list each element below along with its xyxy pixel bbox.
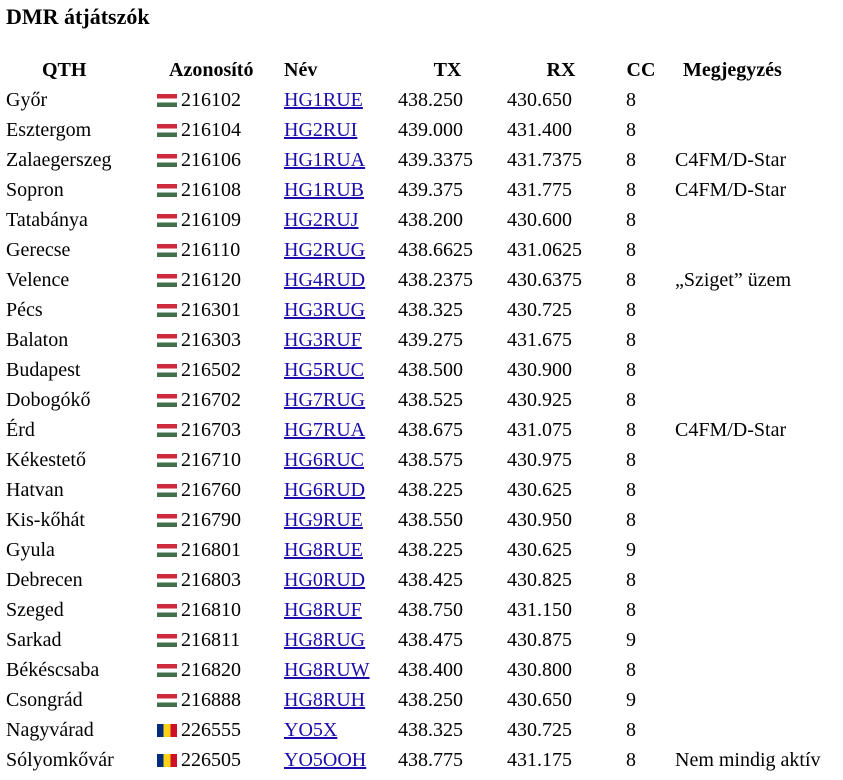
callsign-link[interactable]: HG8RUE bbox=[284, 539, 363, 561]
cell-id-value: 216810 bbox=[181, 599, 241, 621]
cell-name bbox=[280, 475, 390, 505]
cell-cc: 8 bbox=[626, 89, 636, 111]
cell-note bbox=[665, 505, 843, 535]
hungary-flag-icon bbox=[157, 394, 177, 407]
cell-rx: 431.175 bbox=[507, 749, 572, 771]
cell-name bbox=[280, 145, 390, 175]
cell-cc: 8 bbox=[626, 299, 636, 321]
cell-qth: Gerecse bbox=[6, 239, 71, 261]
table-row bbox=[0, 235, 843, 265]
cell-name bbox=[280, 415, 390, 445]
cell-qth: Esztergom bbox=[6, 119, 92, 141]
header-id: Azonosító bbox=[169, 58, 254, 81]
cell-note bbox=[665, 295, 843, 325]
cell-rx: 430.800 bbox=[507, 659, 572, 681]
table-row bbox=[0, 595, 843, 625]
hungary-flag-icon bbox=[157, 574, 177, 587]
cell-note bbox=[665, 85, 843, 115]
callsign-link[interactable]: HG6RUD bbox=[284, 479, 366, 501]
cell-rx: 431.400 bbox=[507, 119, 572, 141]
hungary-flag-icon bbox=[157, 514, 177, 527]
table-row bbox=[0, 475, 843, 505]
cell-id-value: 216104 bbox=[181, 119, 241, 141]
cell-rx: 430.650 bbox=[507, 89, 572, 111]
cell-id-value: 216888 bbox=[181, 689, 241, 711]
cell-rx: 430.725 bbox=[507, 299, 572, 321]
cell-tx: 438.400 bbox=[398, 659, 463, 681]
cell-note bbox=[665, 655, 843, 685]
cell-rx: 430.950 bbox=[507, 509, 572, 531]
cell-id-value: 216301 bbox=[181, 299, 241, 321]
cell-qth: Velence bbox=[6, 269, 70, 291]
cell-id bbox=[155, 655, 280, 685]
table-row bbox=[0, 175, 843, 205]
callsign-link[interactable]: HG4RUD bbox=[284, 269, 366, 291]
callsign-link[interactable]: HG6RUC bbox=[284, 449, 365, 471]
cell-id-value: 216790 bbox=[181, 509, 241, 531]
callsign-link[interactable]: HG8RUW bbox=[284, 659, 370, 681]
cell-name bbox=[280, 715, 390, 745]
cell-id bbox=[155, 535, 280, 565]
romania-flag-icon bbox=[157, 754, 177, 767]
cell-tx: 438.250 bbox=[398, 89, 463, 111]
cell-id bbox=[155, 715, 280, 745]
cell-name bbox=[280, 565, 390, 595]
cell-cc: 9 bbox=[626, 539, 636, 561]
cell-id bbox=[155, 295, 280, 325]
cell-name bbox=[280, 505, 390, 535]
hungary-flag-icon bbox=[157, 634, 177, 647]
cell-cc: 8 bbox=[626, 719, 636, 741]
header-rx: RX bbox=[546, 58, 576, 81]
callsign-link[interactable]: HG2RUI bbox=[284, 119, 358, 141]
header-qth: QTH bbox=[42, 58, 87, 81]
cell-tx: 438.325 bbox=[398, 719, 463, 741]
cell-note bbox=[665, 115, 843, 145]
callsign-link[interactable]: YO5X bbox=[284, 719, 338, 741]
cell-qth: Debrecen bbox=[6, 569, 83, 591]
romania-flag-icon bbox=[157, 724, 177, 737]
cell-rx: 430.900 bbox=[507, 359, 572, 381]
cell-rx: 431.7375 bbox=[507, 149, 582, 171]
cell-id bbox=[155, 325, 280, 355]
cell-name bbox=[280, 355, 390, 385]
cell-id-value: 216106 bbox=[181, 149, 241, 171]
callsign-link[interactable]: HG2RUG bbox=[284, 239, 366, 261]
hungary-flag-icon bbox=[157, 334, 177, 347]
cell-qth: Gyula bbox=[6, 539, 55, 561]
cell-name bbox=[280, 685, 390, 715]
cell-tx: 439.275 bbox=[398, 329, 463, 351]
cell-tx: 438.575 bbox=[398, 449, 463, 471]
cell-qth: Pécs bbox=[6, 299, 43, 321]
table-row bbox=[0, 295, 843, 325]
cell-note: C4FM/D-Star bbox=[675, 419, 787, 441]
table-row bbox=[0, 265, 843, 295]
callsign-link[interactable]: HG7RUG bbox=[284, 389, 366, 411]
table-row bbox=[0, 565, 843, 595]
cell-tx: 438.6625 bbox=[398, 239, 473, 261]
cell-id-value: 216110 bbox=[181, 239, 241, 261]
header-cc: CC bbox=[626, 58, 656, 81]
cell-rx: 431.0625 bbox=[507, 239, 582, 261]
cell-id bbox=[155, 415, 280, 445]
table-row bbox=[0, 385, 843, 415]
cell-rx: 430.625 bbox=[507, 479, 572, 501]
cell-id bbox=[155, 385, 280, 415]
table-row bbox=[0, 685, 843, 715]
cell-name bbox=[280, 175, 390, 205]
cell-qth: Nagyvárad bbox=[6, 719, 94, 741]
cell-id-value: 216120 bbox=[181, 269, 241, 291]
cell-note: Nem mindig aktív bbox=[675, 749, 821, 771]
cell-tx: 438.500 bbox=[398, 359, 463, 381]
cell-rx: 430.925 bbox=[507, 389, 572, 411]
callsign-link[interactable]: HG1RUA bbox=[284, 149, 366, 171]
cell-qth: Szeged bbox=[6, 599, 64, 621]
cell-id bbox=[155, 145, 280, 175]
cell-id-value: 216703 bbox=[181, 419, 241, 441]
cell-name bbox=[280, 445, 390, 475]
cell-id-value: 216760 bbox=[181, 479, 241, 501]
table-row bbox=[0, 205, 843, 235]
table-row bbox=[0, 445, 843, 475]
callsign-link[interactable]: YO5OOH bbox=[284, 749, 367, 771]
cell-id-value: 216811 bbox=[181, 629, 241, 651]
cell-qth: Sopron bbox=[6, 179, 64, 201]
callsign-link[interactable]: HG8RUH bbox=[284, 689, 366, 711]
cell-name bbox=[280, 625, 390, 655]
cell-cc: 8 bbox=[626, 479, 636, 501]
cell-note: „Sziget” üzem bbox=[675, 269, 792, 291]
callsign-link[interactable]: HG3RUF bbox=[284, 329, 362, 351]
cell-cc: 8 bbox=[626, 509, 636, 531]
callsign-link[interactable]: HG9RUE bbox=[284, 509, 363, 531]
cell-rx: 431.150 bbox=[507, 599, 572, 621]
cell-rx: 430.650 bbox=[507, 689, 572, 711]
cell-cc: 8 bbox=[626, 209, 636, 231]
hungary-flag-icon bbox=[157, 304, 177, 317]
cell-cc: 8 bbox=[626, 149, 636, 171]
callsign-link[interactable]: HG8RUF bbox=[284, 599, 362, 621]
cell-tx: 438.750 bbox=[398, 599, 463, 621]
cell-note bbox=[665, 445, 843, 475]
cell-tx: 438.200 bbox=[398, 209, 463, 231]
cell-id bbox=[155, 745, 280, 775]
cell-id bbox=[155, 445, 280, 475]
hungary-flag-icon bbox=[157, 484, 177, 497]
cell-tx: 438.2375 bbox=[398, 269, 473, 291]
cell-note bbox=[665, 535, 843, 565]
cell-cc: 8 bbox=[626, 599, 636, 621]
cell-tx: 438.225 bbox=[398, 479, 463, 501]
cell-name bbox=[280, 235, 390, 265]
cell-rx: 430.600 bbox=[507, 209, 572, 231]
table-row bbox=[0, 145, 843, 175]
cell-rx: 430.625 bbox=[507, 539, 572, 561]
cell-tx: 439.375 bbox=[398, 179, 463, 201]
cell-note bbox=[665, 685, 843, 715]
header-tx: TX bbox=[433, 58, 462, 81]
cell-id-value: 216702 bbox=[181, 389, 241, 411]
hungary-flag-icon bbox=[157, 184, 177, 197]
cell-name bbox=[280, 265, 390, 295]
cell-rx: 430.975 bbox=[507, 449, 572, 471]
cell-cc: 9 bbox=[626, 689, 636, 711]
table-row bbox=[0, 625, 843, 655]
page-title: DMR átjátszók bbox=[6, 4, 150, 29]
cell-tx: 438.250 bbox=[398, 689, 463, 711]
header-name: Név bbox=[284, 58, 318, 81]
cell-id-value: 216108 bbox=[181, 179, 241, 201]
cell-cc: 8 bbox=[626, 419, 636, 441]
callsign-link[interactable]: HG0RUD bbox=[284, 569, 366, 591]
callsign-link[interactable]: HG2RUJ bbox=[284, 209, 359, 231]
cell-id-value: 216303 bbox=[181, 329, 241, 351]
cell-tx: 438.775 bbox=[398, 749, 463, 771]
cell-id-value: 226555 bbox=[181, 719, 241, 741]
cell-qth: Kékestető bbox=[6, 449, 86, 471]
cell-id bbox=[155, 175, 280, 205]
cell-qth: Békéscsaba bbox=[6, 659, 100, 681]
cell-tx: 438.225 bbox=[398, 539, 463, 561]
hungary-flag-icon bbox=[157, 154, 177, 167]
cell-qth: Csongrád bbox=[6, 689, 83, 711]
cell-note bbox=[665, 715, 843, 745]
cell-id bbox=[155, 205, 280, 235]
cell-id bbox=[155, 265, 280, 295]
cell-name bbox=[280, 655, 390, 685]
header-row bbox=[0, 55, 843, 85]
cell-name bbox=[280, 325, 390, 355]
cell-tx: 438.525 bbox=[398, 389, 463, 411]
cell-qth: Zalaegerszeg bbox=[6, 149, 112, 171]
cell-rx: 430.6375 bbox=[507, 269, 582, 291]
cell-qth: Budapest bbox=[6, 359, 81, 381]
cell-cc: 8 bbox=[626, 329, 636, 351]
cell-tx: 439.3375 bbox=[398, 149, 473, 171]
cell-id-value: 226505 bbox=[181, 749, 241, 771]
hungary-flag-icon bbox=[157, 94, 177, 107]
table-row bbox=[0, 745, 843, 775]
cell-tx: 438.475 bbox=[398, 629, 463, 651]
cell-cc: 8 bbox=[626, 569, 636, 591]
cell-id bbox=[155, 565, 280, 595]
cell-rx: 430.875 bbox=[507, 629, 572, 651]
callsign-link[interactable]: HG3RUG bbox=[284, 299, 366, 321]
cell-note bbox=[665, 205, 843, 235]
cell-name bbox=[280, 535, 390, 565]
cell-qth: Győr bbox=[6, 89, 48, 111]
cell-note bbox=[665, 325, 843, 355]
cell-id bbox=[155, 625, 280, 655]
cell-id-value: 216801 bbox=[181, 539, 241, 561]
cell-tx: 438.550 bbox=[398, 509, 463, 531]
cell-note bbox=[665, 565, 843, 595]
cell-cc: 8 bbox=[626, 359, 636, 381]
hungary-flag-icon bbox=[157, 214, 177, 227]
cell-id bbox=[155, 355, 280, 385]
cell-tx: 439.000 bbox=[398, 119, 463, 141]
repeater-table bbox=[0, 55, 843, 775]
cell-qth: Sarkad bbox=[6, 629, 62, 651]
callsign-link[interactable]: HG1RUB bbox=[284, 179, 365, 201]
cell-rx: 430.825 bbox=[507, 569, 572, 591]
cell-rx: 431.775 bbox=[507, 179, 572, 201]
cell-tx: 438.325 bbox=[398, 299, 463, 321]
cell-id-value: 216502 bbox=[181, 359, 241, 381]
cell-tx: 438.675 bbox=[398, 419, 463, 441]
hungary-flag-icon bbox=[157, 424, 177, 437]
cell-cc: 9 bbox=[626, 629, 636, 651]
cell-cc: 8 bbox=[626, 269, 636, 291]
hungary-flag-icon bbox=[157, 244, 177, 257]
cell-id-value: 216109 bbox=[181, 209, 241, 231]
cell-name bbox=[280, 385, 390, 415]
table-row bbox=[0, 325, 843, 355]
callsign-link[interactable]: HG7RUA bbox=[284, 419, 366, 441]
cell-qth: Balaton bbox=[6, 329, 69, 351]
cell-qth: Érd bbox=[6, 419, 35, 441]
cell-note bbox=[665, 385, 843, 415]
cell-name bbox=[280, 85, 390, 115]
cell-id bbox=[155, 85, 280, 115]
cell-cc: 8 bbox=[626, 119, 636, 141]
callsign-link[interactable]: HG1RUE bbox=[284, 89, 363, 111]
hungary-flag-icon bbox=[157, 604, 177, 617]
hungary-flag-icon bbox=[157, 694, 177, 707]
cell-id-value: 216710 bbox=[181, 449, 241, 471]
cell-qth: Sólyomkővár bbox=[6, 749, 114, 771]
hungary-flag-icon bbox=[157, 544, 177, 557]
cell-id-value: 216102 bbox=[181, 89, 241, 111]
table-row bbox=[0, 505, 843, 535]
cell-cc: 8 bbox=[626, 659, 636, 681]
cell-qth: Dobogókő bbox=[6, 389, 91, 411]
cell-rx: 431.675 bbox=[507, 329, 572, 351]
table-row bbox=[0, 355, 843, 385]
cell-rx: 431.075 bbox=[507, 419, 572, 441]
cell-qth: Hatvan bbox=[6, 479, 64, 501]
cell-cc: 8 bbox=[626, 239, 636, 261]
hungary-flag-icon bbox=[157, 664, 177, 677]
cell-id bbox=[155, 235, 280, 265]
cell-name bbox=[280, 295, 390, 325]
cell-note bbox=[665, 625, 843, 655]
table-row bbox=[0, 655, 843, 685]
cell-cc: 8 bbox=[626, 389, 636, 411]
table-row bbox=[0, 715, 843, 745]
cell-name bbox=[280, 205, 390, 235]
cell-tx: 438.425 bbox=[398, 569, 463, 591]
cell-qth: Kis-kőhát bbox=[6, 509, 85, 531]
cell-cc: 8 bbox=[626, 449, 636, 471]
cell-name bbox=[280, 115, 390, 145]
cell-note: C4FM/D-Star bbox=[675, 149, 787, 171]
header-note: Megjegyzés bbox=[683, 58, 782, 81]
cell-cc: 8 bbox=[626, 749, 636, 771]
cell-id bbox=[155, 685, 280, 715]
table-row bbox=[0, 85, 843, 115]
cell-name bbox=[280, 595, 390, 625]
table-row bbox=[0, 115, 843, 145]
cell-id-value: 216803 bbox=[181, 569, 241, 591]
hungary-flag-icon bbox=[157, 274, 177, 287]
cell-qth: Tatabánya bbox=[6, 209, 88, 231]
callsign-link[interactable]: HG8RUG bbox=[284, 629, 366, 651]
callsign-link[interactable]: HG5RUC bbox=[284, 359, 365, 381]
cell-name bbox=[280, 745, 390, 775]
table-row bbox=[0, 415, 843, 445]
cell-id bbox=[155, 505, 280, 535]
table-row bbox=[0, 535, 843, 565]
cell-id bbox=[155, 115, 280, 145]
hungary-flag-icon bbox=[157, 124, 177, 137]
cell-id-value: 216820 bbox=[181, 659, 241, 681]
cell-note bbox=[665, 235, 843, 265]
cell-rx: 430.725 bbox=[507, 719, 572, 741]
cell-note bbox=[665, 475, 843, 505]
cell-note bbox=[665, 595, 843, 625]
cell-note bbox=[665, 355, 843, 385]
cell-note: C4FM/D-Star bbox=[675, 179, 787, 201]
hungary-flag-icon bbox=[157, 364, 177, 377]
hungary-flag-icon bbox=[157, 454, 177, 467]
cell-id bbox=[155, 475, 280, 505]
cell-id bbox=[155, 595, 280, 625]
cell-cc: 8 bbox=[626, 179, 636, 201]
